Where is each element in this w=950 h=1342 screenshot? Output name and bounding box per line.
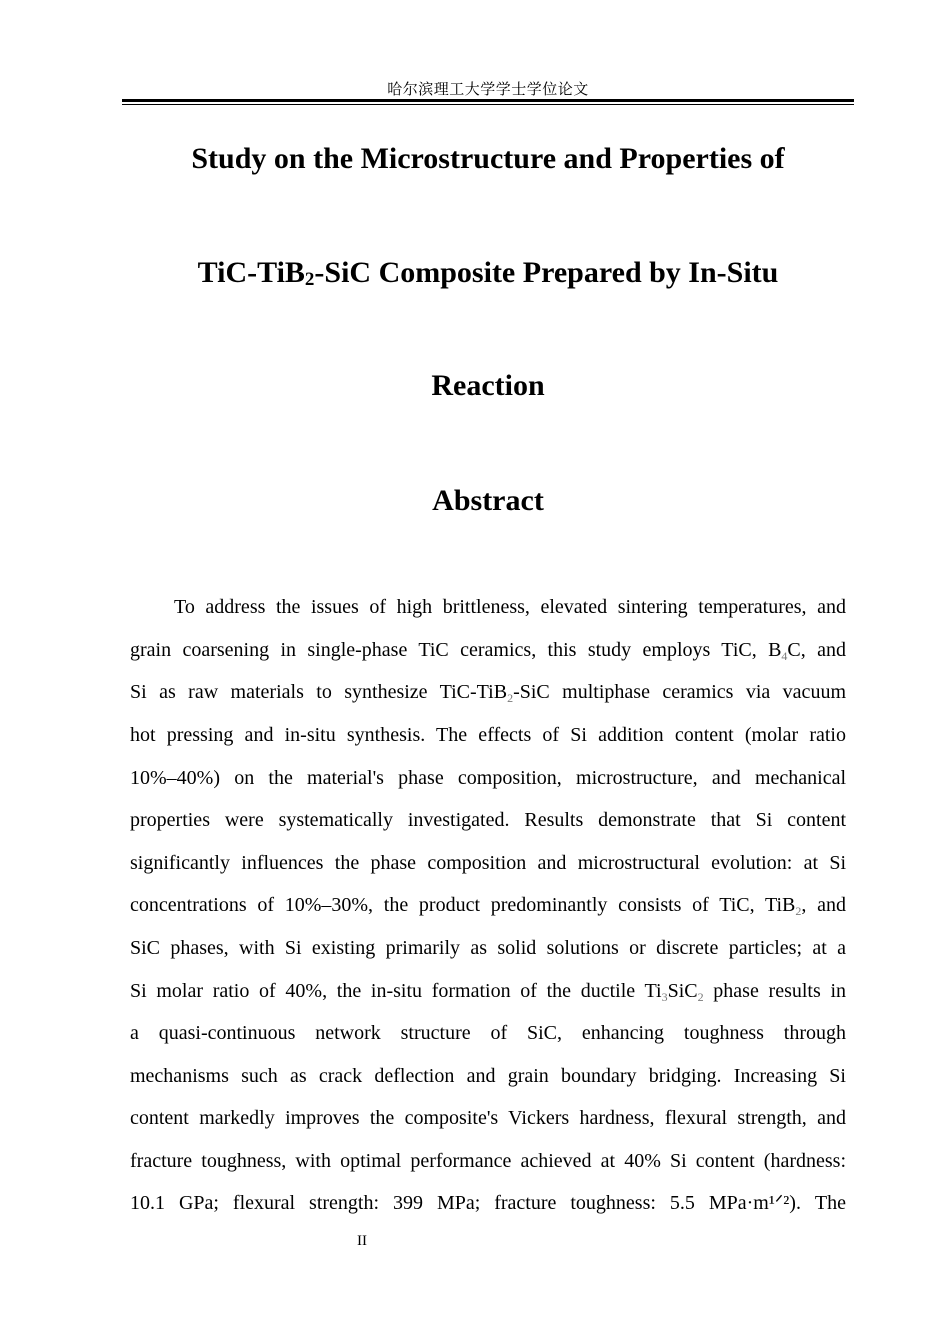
abstract-line: hot pressing and in-situ synthesis. The effects of Si addition content (molar ratio	[130, 724, 846, 746]
abstract-line: significantly influences the phase composition and microstructural evolution: at Si	[130, 852, 846, 874]
abstract-line: 10.1 GPa; flexural strength: 399 MPa; fracture toughness: 5.5 MPa·m¹ᐟ²). The	[130, 1192, 846, 1214]
page-number: II	[357, 1233, 367, 1249]
abstract-line: properties were systematically investigated. Results demonstrate that Si content	[130, 809, 846, 831]
abstract-line: SiC phases, with Si existing primarily as solid solutions or discrete particles; at a	[130, 937, 846, 959]
abstract-line: Si molar ratio of 40%, the in-situ formation of the ductile $Ti_3SiC_2$ phase results in	[130, 980, 846, 1004]
title-subscript: 2	[304, 269, 315, 290]
header-rule-thin	[122, 104, 854, 105]
running-header: 哈尔滨理工大学学士学位论文	[387, 80, 589, 98]
abstract-line: content markedly improves the composite's Vickers hardness, flexural strength, and	[130, 1107, 846, 1129]
title-line-3: Reaction	[431, 369, 545, 402]
abstract-line: Si as raw materials to synthesize TiC-TiB$_2$-SiC multiphase ceramics via vacuum	[130, 681, 846, 705]
title-line-2-part-b: -SiC Composite Prepared by In-Situ	[314, 256, 779, 289]
abstract-line: concentrations of 10%–30%, the product predominantly consists of TiC, TiB$_2$, and	[130, 894, 846, 918]
abstract-line: grain coarsening in single-phase TiC ceramics, this study employs TiC, $B_4C$, and	[130, 639, 847, 663]
abstract-line: mechanisms such as crack deflection and grain boundary bridging. Increasing Si	[130, 1065, 846, 1087]
abstract-line: a quasi-continuous network structure of SiC, enhancing toughness through	[130, 1022, 846, 1044]
title-line-1: Study on the Microstructure and Properties of	[191, 142, 785, 175]
title-line-2-part-a: TiC-TiB	[197, 256, 305, 289]
abstract-line: 10%–40%) on the material's phase composition, microstructure, and mechanical	[130, 767, 846, 789]
abstract-line: To address the issues of high brittleness, elevated sintering temperatures, and	[174, 596, 846, 618]
header-rule-thick	[122, 99, 854, 102]
abstract-heading: Abstract	[432, 484, 544, 517]
title-line-2	[122, 255, 854, 291]
abstract-line: fracture toughness, with optimal performance achieved at 40% Si content (hardness:	[130, 1150, 846, 1172]
